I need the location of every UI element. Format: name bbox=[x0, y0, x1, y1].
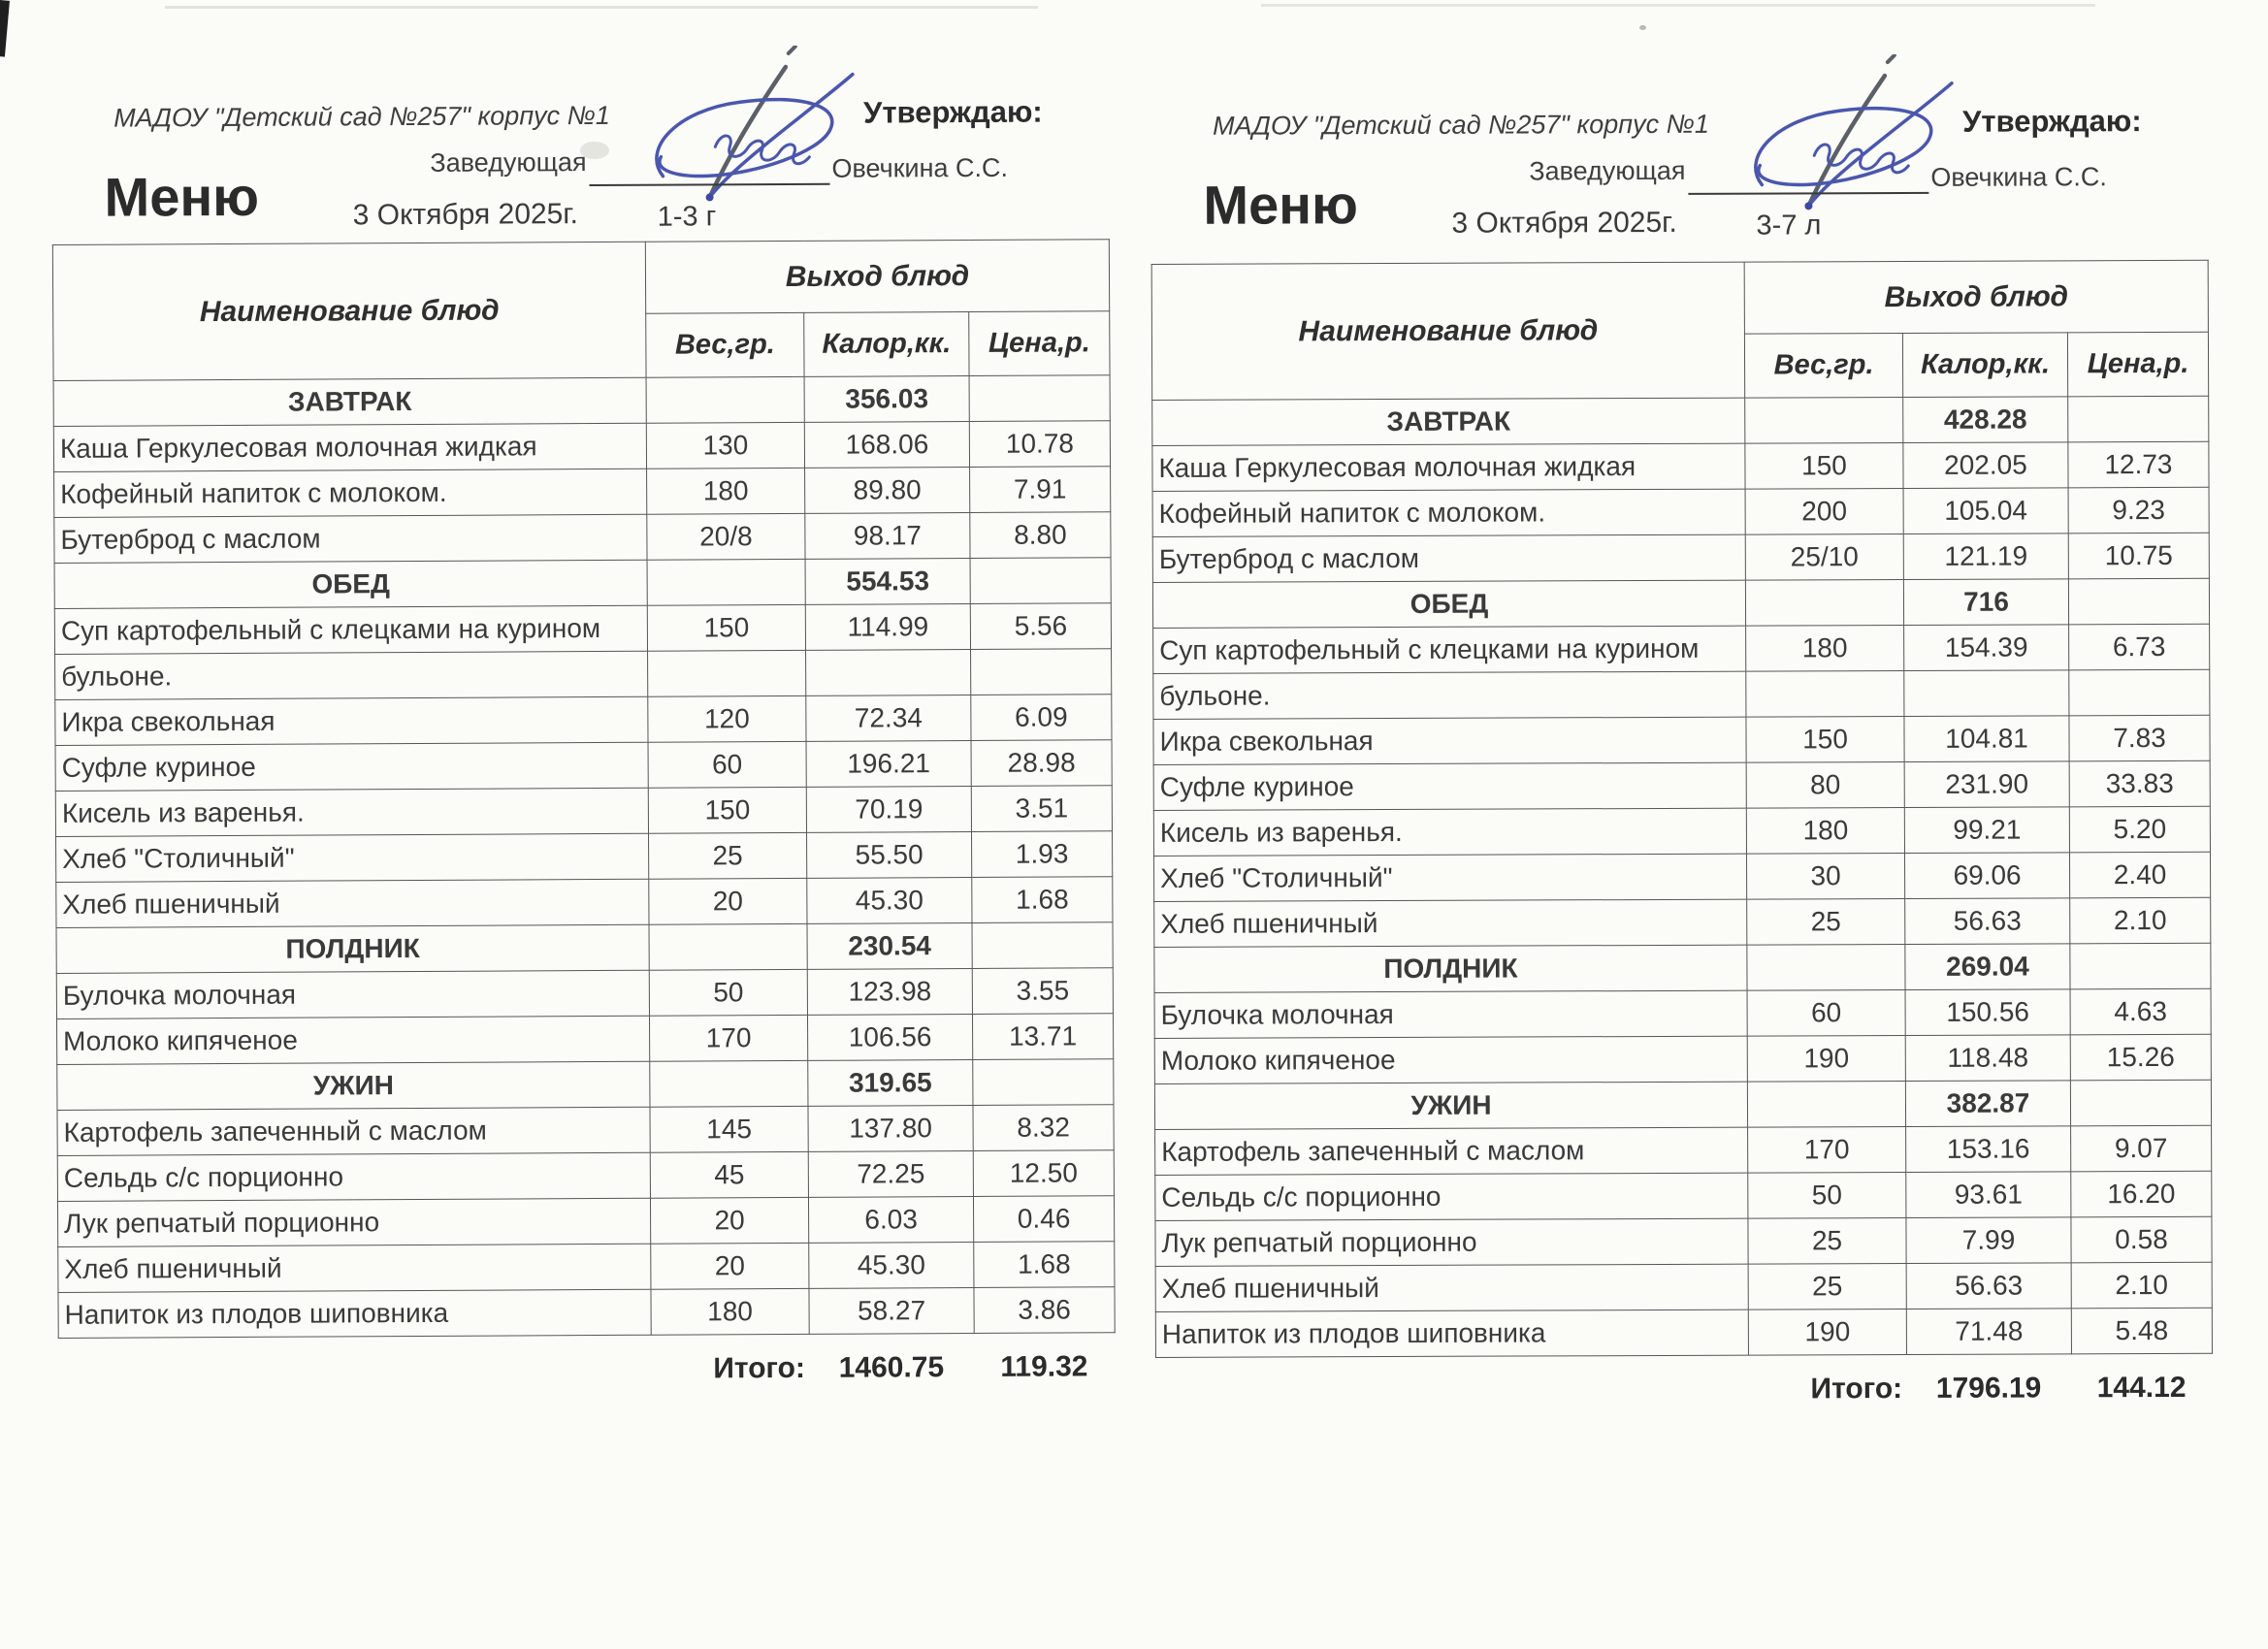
meal-section-title: ОБЕД bbox=[1152, 580, 1745, 628]
column-header-calories: Калор,кк. bbox=[804, 312, 969, 377]
dish-name: Суфле куриное bbox=[55, 742, 648, 791]
dish-row bbox=[57, 1196, 1114, 1247]
dish-price bbox=[969, 375, 1110, 422]
dish-calories: 58.27 bbox=[809, 1287, 974, 1334]
dish-weight: 60 bbox=[648, 741, 806, 788]
dish-name: Суфле куриное bbox=[1153, 762, 1746, 810]
dish-weight: 30 bbox=[1746, 853, 1904, 899]
dish-name: Кисель из варенья. bbox=[55, 788, 648, 836]
dish-weight: 50 bbox=[1748, 1172, 1906, 1218]
dish-calories: 72.34 bbox=[806, 695, 971, 742]
dish-calories: 123.98 bbox=[807, 969, 972, 1016]
meal-section-title: ПОЛДНИК bbox=[1154, 945, 1747, 992]
dish-price: 7.91 bbox=[970, 467, 1111, 513]
approve-label: Утверждаю: bbox=[1962, 104, 2142, 139]
column-header-dish-name: Наименование блюд bbox=[52, 242, 646, 380]
dish-weight: 200 bbox=[1745, 488, 1903, 534]
dish-weight bbox=[648, 650, 806, 696]
dish-calories: 137.80 bbox=[808, 1105, 973, 1151]
scan-artifact-corner bbox=[0, 0, 10, 57]
dish-price bbox=[971, 649, 1112, 695]
dish-price bbox=[2068, 396, 2209, 442]
dish-name: Кофейный напиток с молоком. bbox=[1152, 489, 1745, 536]
dish-row bbox=[55, 649, 1112, 700]
meal-section-title: ЗАВТРАК bbox=[53, 377, 646, 426]
dish-weight: 20 bbox=[651, 1243, 809, 1289]
dish-calories: 114.99 bbox=[805, 604, 970, 651]
dish-weight bbox=[1745, 397, 1903, 443]
dish-calories: 105.04 bbox=[1903, 488, 2068, 534]
dish-weight: 80 bbox=[1746, 761, 1904, 808]
totals-spacer bbox=[58, 1353, 651, 1389]
dish-name: Кофейный напиток с молоком. bbox=[54, 469, 647, 517]
dish-name: Сельдь с/с порционно bbox=[57, 1152, 650, 1201]
dish-weight: 150 bbox=[648, 787, 806, 833]
dish-row bbox=[1152, 441, 2209, 491]
dish-weight: 60 bbox=[1747, 989, 1905, 1036]
dish-price: 9.23 bbox=[2068, 487, 2209, 534]
dish-calories: 154.39 bbox=[1904, 625, 2069, 671]
totals-price: 119.32 bbox=[1000, 1350, 1088, 1383]
dish-calories: 6.03 bbox=[808, 1196, 973, 1243]
dish-calories: 98.17 bbox=[805, 513, 970, 560]
meal-section-calories: 230.54 bbox=[807, 923, 972, 970]
menu-right bbox=[1143, 96, 2268, 1408]
dish-name: Напиток из плодов шиповника bbox=[58, 1289, 651, 1338]
totals-calories: 1796.19 bbox=[1935, 1372, 2042, 1405]
scan-artifact-speck bbox=[1639, 25, 1646, 30]
institution-name: МАДОУ "Детский сад №257" корпус №1 bbox=[1213, 109, 1709, 141]
dish-price bbox=[2069, 669, 2210, 716]
dish-name: Картофель запеченный с маслом bbox=[57, 1107, 650, 1155]
dish-name: Хлеб пшеничный bbox=[1155, 1264, 1748, 1311]
dish-name: Хлеб пшеничный bbox=[1154, 899, 1747, 947]
dish-row bbox=[1154, 897, 2211, 947]
dish-row bbox=[57, 1105, 1114, 1156]
column-header-price: Цена,р. bbox=[969, 311, 1110, 376]
dish-weight: 145 bbox=[650, 1106, 808, 1152]
dish-weight: 25 bbox=[1747, 898, 1905, 945]
dish-name: Кисель из варенья. bbox=[1153, 808, 1746, 856]
dish-weight: 25 bbox=[1748, 1217, 1906, 1264]
dish-weight: 25/10 bbox=[1745, 534, 1903, 580]
dish-name: Каша Геркулесовая молочная жидкая bbox=[1152, 443, 1745, 491]
dish-calories: 56.63 bbox=[1906, 1263, 2071, 1310]
dish-weight bbox=[649, 923, 807, 970]
dish-weight: 180 bbox=[647, 468, 805, 514]
menu-header bbox=[44, 86, 1170, 244]
dish-calories: 45.30 bbox=[809, 1242, 974, 1288]
menu-table bbox=[52, 239, 1116, 1339]
menu-date: 3 Октября 2025г. bbox=[352, 198, 579, 232]
signature-line bbox=[589, 145, 829, 186]
dish-calories: 89.80 bbox=[805, 468, 970, 514]
dish-calories: 45.30 bbox=[807, 878, 972, 924]
dish-row bbox=[54, 603, 1111, 655]
dish-row bbox=[1153, 760, 2210, 810]
dish-row bbox=[56, 831, 1113, 883]
dish-row bbox=[1155, 1216, 2212, 1266]
dish-price: 28.98 bbox=[971, 740, 1112, 787]
dish-price: 5.56 bbox=[970, 603, 1111, 650]
dish-name: Молоко кипяченое bbox=[57, 1016, 650, 1064]
dish-weight bbox=[1746, 670, 1904, 717]
dish-name: Сельдь с/с порционно bbox=[1155, 1173, 1748, 1220]
dish-row bbox=[1153, 715, 2210, 764]
dish-calories: 196.21 bbox=[806, 741, 971, 788]
dish-weight: 150 bbox=[647, 604, 805, 651]
menu-header bbox=[1143, 96, 2268, 264]
dish-calories: 153.16 bbox=[1906, 1126, 2071, 1173]
dish-name: бульоне. bbox=[1153, 671, 1746, 719]
dish-price: 1.68 bbox=[972, 877, 1113, 923]
dish-price: 10.75 bbox=[2068, 533, 2209, 579]
dish-row bbox=[55, 786, 1112, 837]
dish-row bbox=[56, 877, 1113, 928]
menu-rows bbox=[53, 375, 1115, 1339]
dish-calories: 93.61 bbox=[1906, 1172, 2071, 1218]
dish-calories: 70.19 bbox=[806, 787, 971, 833]
dish-name: Хлеб пшеничный bbox=[58, 1244, 651, 1292]
meal-section-calories: 716 bbox=[1903, 579, 2068, 626]
dish-row bbox=[1153, 669, 2210, 719]
dish-weight bbox=[646, 376, 804, 423]
dish-row bbox=[58, 1287, 1115, 1339]
scan-artifact-streak bbox=[165, 6, 1038, 9]
meal-section-title: УЖИН bbox=[1154, 1082, 1747, 1129]
dish-price: 8.32 bbox=[973, 1105, 1114, 1151]
dish-weight: 170 bbox=[1748, 1126, 1906, 1173]
dish-price: 6.73 bbox=[2069, 624, 2210, 670]
dish-weight: 20 bbox=[650, 1197, 808, 1244]
meal-section-row bbox=[53, 375, 1110, 427]
dish-price: 6.09 bbox=[971, 695, 1112, 741]
dish-price: 8.80 bbox=[970, 512, 1111, 559]
menu-date: 3 Октября 2025г. bbox=[1451, 206, 1677, 240]
dish-weight: 180 bbox=[1746, 807, 1904, 854]
dish-calories: 104.81 bbox=[1904, 716, 2069, 762]
dish-row bbox=[55, 695, 1112, 746]
dish-price: 10.78 bbox=[969, 421, 1110, 468]
dish-weight: 180 bbox=[651, 1288, 809, 1335]
age-group-label: 1-3 г bbox=[657, 201, 717, 233]
dish-price: 3.51 bbox=[971, 786, 1112, 832]
dish-calories: 118.48 bbox=[1905, 1035, 2070, 1082]
dish-weight: 190 bbox=[1748, 1309, 1906, 1355]
signature-icon bbox=[1725, 54, 1978, 225]
dish-calories: 69.06 bbox=[1904, 853, 2069, 899]
dish-row bbox=[1153, 624, 2210, 673]
dish-weight: 150 bbox=[1746, 716, 1904, 762]
meal-section-calories: 554.53 bbox=[805, 559, 970, 605]
dish-calories: 168.06 bbox=[804, 422, 969, 469]
meal-section-row bbox=[1152, 396, 2209, 445]
dish-name: Икра свекольная bbox=[55, 696, 648, 745]
column-header-calories: Калор,кк. bbox=[1902, 333, 2067, 398]
dish-price: 2.10 bbox=[2071, 1262, 2212, 1309]
dish-price: 5.20 bbox=[2069, 806, 2210, 853]
dish-price: 16.20 bbox=[2071, 1171, 2212, 1217]
totals-spacer bbox=[1155, 1374, 1748, 1408]
dish-name: Хлеб "Столичный" bbox=[56, 833, 649, 882]
totals-price: 144.12 bbox=[2096, 1371, 2187, 1405]
column-header-dish-name: Наименование блюд bbox=[1151, 262, 1745, 400]
dish-calories: 150.56 bbox=[1905, 989, 2070, 1036]
dish-price: 7.83 bbox=[2069, 715, 2210, 761]
dish-row bbox=[1152, 487, 2209, 536]
head-person-name: Овечкина С.С. bbox=[831, 152, 1009, 183]
dish-calories: 55.50 bbox=[807, 832, 972, 879]
dish-name: Каша Геркулесовая молочная жидкая bbox=[53, 423, 646, 471]
dish-name: Икра свекольная bbox=[1153, 717, 1746, 764]
meal-section-row bbox=[1154, 943, 2211, 992]
dish-weight: 120 bbox=[648, 695, 806, 742]
totals-label: Итого: bbox=[713, 1351, 805, 1385]
dish-weight: 20/8 bbox=[647, 513, 805, 560]
dish-price bbox=[970, 558, 1111, 604]
meal-section-calories: 319.65 bbox=[808, 1059, 973, 1106]
meal-section-calories: 428.28 bbox=[1903, 397, 2068, 443]
meal-section-title: ПОЛДНИК bbox=[56, 924, 649, 973]
dish-weight: 130 bbox=[646, 422, 804, 469]
dish-row bbox=[1155, 1171, 2212, 1220]
signature-icon bbox=[626, 45, 879, 215]
dish-row bbox=[56, 968, 1113, 1019]
dish-weight: 25 bbox=[649, 832, 807, 879]
dish-name: Лук репчатый порционно bbox=[57, 1198, 650, 1246]
dish-name: Суп картофельный с клецками на курином bbox=[1153, 626, 1746, 673]
totals-row bbox=[1155, 1372, 2268, 1408]
dish-name: Хлеб "Столичный" bbox=[1153, 854, 1746, 901]
dish-weight: 180 bbox=[1746, 625, 1904, 671]
dish-name: Булочка молочная bbox=[56, 970, 649, 1018]
dish-row bbox=[1155, 1308, 2212, 1357]
dish-row bbox=[53, 421, 1110, 472]
dish-price: 12.50 bbox=[973, 1150, 1114, 1197]
dish-price: 15.26 bbox=[2070, 1034, 2211, 1081]
dish-calories bbox=[1904, 670, 2069, 717]
column-header-weight: Вес,гр. bbox=[646, 312, 804, 377]
dish-price: 33.83 bbox=[2069, 760, 2210, 807]
dish-weight bbox=[1747, 944, 1905, 990]
dish-name: Картофель запеченный с маслом bbox=[1155, 1127, 1748, 1175]
column-group-header-output: Выход блюд bbox=[1744, 260, 2208, 334]
totals-label: Итого: bbox=[1810, 1373, 1903, 1406]
head-position-label: Заведующая bbox=[430, 147, 587, 178]
dish-price: 2.10 bbox=[2070, 897, 2211, 944]
dish-price: 3.55 bbox=[972, 968, 1113, 1015]
dish-price: 1.93 bbox=[972, 831, 1113, 878]
meal-section-title: УЖИН bbox=[57, 1061, 650, 1110]
dish-row bbox=[54, 467, 1111, 518]
dish-weight: 45 bbox=[650, 1151, 808, 1198]
dish-weight: 170 bbox=[649, 1015, 807, 1061]
dish-row bbox=[1153, 806, 2210, 856]
dish-price: 12.73 bbox=[2068, 441, 2209, 488]
dish-name: Бутерброд с маслом bbox=[54, 514, 647, 563]
column-group-header-output: Выход блюд bbox=[645, 240, 1109, 314]
dish-row bbox=[57, 1150, 1114, 1202]
scan-artifact-streak bbox=[1261, 4, 2095, 7]
dish-calories: 106.56 bbox=[807, 1014, 972, 1060]
meal-section-title: ЗАВТРАК bbox=[1152, 398, 1745, 445]
dish-weight bbox=[647, 559, 805, 605]
head-position-label: Заведующая bbox=[1529, 155, 1686, 186]
dish-price: 0.58 bbox=[2071, 1216, 2212, 1263]
column-header-weight: Вес,гр. bbox=[1744, 333, 1902, 398]
dish-price: 3.86 bbox=[974, 1287, 1115, 1334]
dish-row bbox=[58, 1242, 1115, 1293]
dish-name: Молоко кипяченое bbox=[1154, 1036, 1747, 1083]
dish-calories bbox=[806, 650, 971, 696]
dish-name: Бутерброд с маслом bbox=[1152, 534, 1745, 582]
dish-row bbox=[1154, 1034, 2211, 1083]
dish-price bbox=[2068, 578, 2209, 625]
dish-name: бульоне. bbox=[55, 651, 648, 699]
meal-section-title: ОБЕД bbox=[54, 560, 647, 608]
dish-weight: 190 bbox=[1747, 1035, 1905, 1082]
dish-name: Суп картофельный с клецками на курином bbox=[54, 605, 647, 654]
dish-calories: 7.99 bbox=[1906, 1217, 2071, 1264]
institution-name: МАДОУ "Детский сад №257" корпус №1 bbox=[113, 100, 610, 133]
dish-name: Булочка молочная bbox=[1154, 990, 1747, 1038]
menu-table bbox=[1151, 260, 2213, 1358]
meal-section-row bbox=[1152, 578, 2209, 628]
dish-row bbox=[1155, 1262, 2212, 1311]
column-header-price: Цена,р. bbox=[2067, 332, 2208, 397]
dish-price: 4.63 bbox=[2070, 988, 2211, 1035]
meal-section-calories: 269.04 bbox=[1905, 944, 2070, 990]
meal-section-calories: 382.87 bbox=[1905, 1081, 2070, 1127]
dish-weight bbox=[1747, 1081, 1905, 1127]
dish-price: 1.68 bbox=[974, 1242, 1115, 1288]
dish-calories: 202.05 bbox=[1903, 442, 2068, 489]
dish-price bbox=[972, 922, 1113, 969]
meal-section-row bbox=[56, 922, 1113, 974]
dish-name: Лук репчатый порционно bbox=[1155, 1218, 1748, 1266]
dish-calories: 121.19 bbox=[1903, 534, 2068, 580]
dish-calories: 99.21 bbox=[1904, 807, 2069, 854]
dish-weight: 50 bbox=[649, 969, 807, 1016]
page-title: Меню bbox=[104, 165, 260, 228]
dish-price: 13.71 bbox=[972, 1014, 1113, 1060]
meal-section-row bbox=[1154, 1080, 2211, 1129]
dish-weight bbox=[1745, 579, 1903, 626]
dish-row bbox=[1154, 988, 2211, 1038]
head-person-name: Овечкина С.С. bbox=[1930, 162, 2107, 192]
dish-price bbox=[2070, 943, 2211, 989]
dish-name: Хлеб пшеничный bbox=[56, 879, 649, 927]
dish-calories: 71.48 bbox=[1906, 1309, 2071, 1355]
totals-row bbox=[58, 1350, 1176, 1389]
menu-rows bbox=[1152, 396, 2213, 1357]
dish-calories: 72.25 bbox=[808, 1150, 973, 1197]
dish-row bbox=[57, 1014, 1114, 1065]
dish-price: 9.07 bbox=[2071, 1125, 2212, 1172]
age-group-label: 3-7 л bbox=[1756, 210, 1822, 242]
meal-section-calories: 356.03 bbox=[804, 376, 969, 423]
dish-calories: 56.63 bbox=[1905, 898, 2070, 945]
approve-label: Утверждаю: bbox=[863, 94, 1043, 130]
dish-calories: 231.90 bbox=[1904, 761, 2069, 808]
dish-price: 0.46 bbox=[973, 1196, 1114, 1243]
dish-row bbox=[1155, 1125, 2212, 1175]
meal-section-row bbox=[57, 1059, 1114, 1111]
dish-row bbox=[1153, 852, 2210, 901]
dish-price bbox=[2070, 1080, 2211, 1126]
page-title: Меню bbox=[1203, 174, 1358, 236]
dish-weight bbox=[650, 1060, 808, 1107]
dish-row bbox=[1152, 533, 2209, 582]
dish-weight: 20 bbox=[649, 878, 807, 924]
dish-price bbox=[973, 1059, 1114, 1106]
signature-line bbox=[1688, 153, 1928, 195]
meal-section-row bbox=[54, 558, 1111, 609]
dish-row bbox=[54, 512, 1111, 564]
dish-price: 5.48 bbox=[2071, 1308, 2212, 1354]
dish-weight: 25 bbox=[1748, 1263, 1906, 1310]
menu-left bbox=[44, 86, 1176, 1389]
totals-calories: 1460.75 bbox=[838, 1351, 945, 1384]
dish-name: Напиток из плодов шиповника bbox=[1155, 1310, 1748, 1357]
dish-row bbox=[55, 740, 1112, 792]
dish-price: 2.40 bbox=[2069, 852, 2210, 898]
dish-weight: 150 bbox=[1745, 442, 1903, 489]
